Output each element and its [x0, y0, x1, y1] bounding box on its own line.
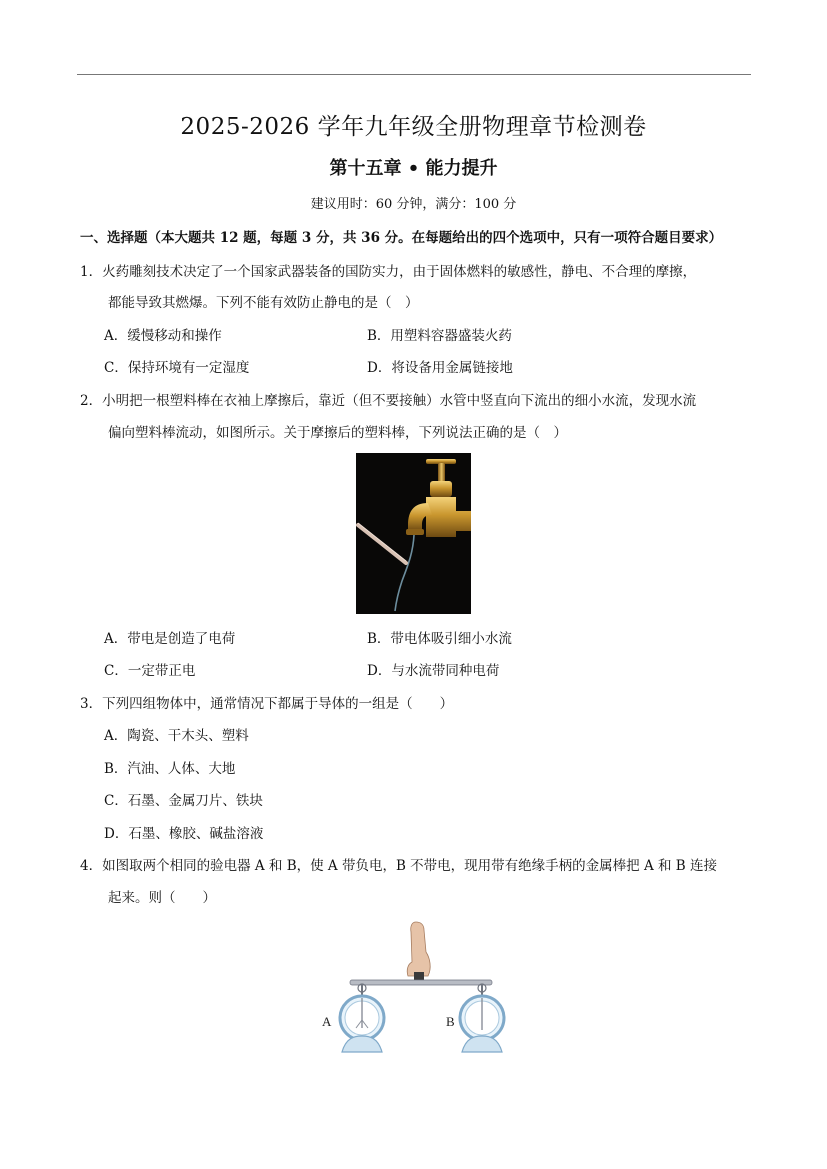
question-1-stem-cont: 都能导致其燃爆。下列不能有效防止静电的是（ ） [108, 295, 419, 311]
electroscope-label-a: A [322, 1014, 332, 1029]
question-3-option-b: B．汽油、人体、大地 [104, 761, 236, 777]
question-3-stem: 3．下列四组物体中，通常情况下都属于导体的一组是（ ） [80, 696, 454, 712]
question-1-option-b: B．用塑料容器盛装火药 [367, 328, 512, 344]
question-2-option-c: C．一定带正电 [104, 663, 196, 679]
electroscope-figure [316, 918, 512, 1058]
question-1-option-d: D．将设备用金属链接地 [367, 360, 513, 376]
faucet-water-figure [356, 453, 471, 614]
electroscope-label-b: B [446, 1014, 455, 1029]
question-3-option-d: D．石墨、橡胶、碱盐溶液 [104, 826, 264, 842]
header-rule [77, 74, 751, 75]
question-1-option-a: A．缓慢移动和操作 [104, 328, 222, 344]
question-2-stem-cont: 偏向塑料棒流动，如图所示。关于摩擦后的塑料棒，下列说法正确的是（ ） [108, 425, 567, 441]
question-3-option-a: A．陶瓷、干木头、塑料 [104, 728, 249, 744]
question-3-option-c: C．石墨、金属刀片、铁块 [104, 793, 263, 809]
section-heading: 一、选择题（本大题共 12 题，每题 3 分，共 36 分。在每题给出的四个选项中，只有一项符合题目要求） [80, 230, 723, 246]
question-2-option-a: A．带电是创造了电荷 [104, 631, 236, 647]
question-1-option-c: C．保持环境有一定湿度 [104, 360, 250, 376]
time-score-hint: 建议用时：60 分钟，满分：100 分 [310, 197, 517, 212]
page-title: 2025-2026 学年九年级全册物理章节检测卷 [180, 114, 647, 140]
question-1-stem: 1．火药雕刻技术决定了一个国家武器装备的国防实力，由于固体燃料的敏感性，静电、不合理的摩擦， [80, 264, 697, 280]
question-4-stem: 4．如图取两个相同的验电器 A 和 B，使 A 带负电，B 不带电，现用带有绝缘手柄的金属棒把 A 和 B 连接 [80, 858, 718, 874]
question-4-stem-cont: 起来。则（ ） [108, 890, 216, 906]
question-2-option-b: B．带电体吸引细小水流 [367, 631, 512, 647]
page-subtitle: 第十五章 • 能力提升 [329, 158, 498, 179]
question-2-stem: 2．小明把一根塑料棒在衣袖上摩擦后，靠近（但不要接触）水管中竖直向下流出的细小水流，发现水流 [80, 393, 697, 409]
question-2-option-d: D．与水流带同种电荷 [367, 663, 500, 679]
